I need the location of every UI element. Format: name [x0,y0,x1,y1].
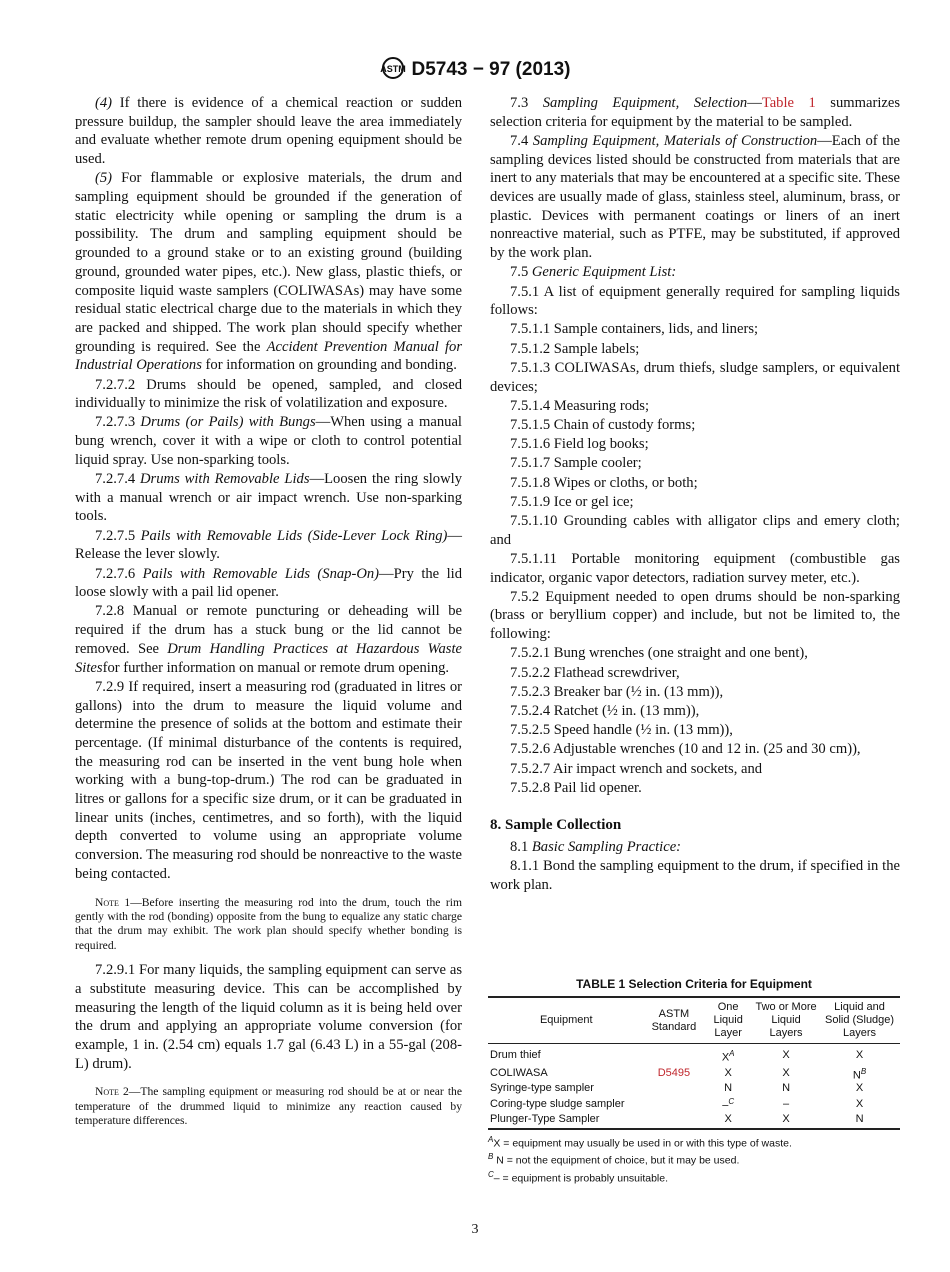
text-span: Note [95,895,119,909]
table-cell [753,1113,819,1129]
section-heading [490,816,900,835]
cell-value: Coring-type sludge sampler [490,1097,625,1110]
table-cell[interactable] [645,1065,704,1083]
paragraph [490,263,900,282]
paragraph [490,683,900,702]
cell-value: X [724,1112,732,1125]
table-caption: TABLE 1 Selection Criteria for Equipment [576,977,812,991]
cell-value: Drum thief [490,1049,541,1062]
text-span: 7.5.2.5 Speed handle (½ in. (13 mm)), [510,722,733,739]
text-span: 8.1 [510,839,532,856]
text-span: 7.5.1.4 Measuring rods; [510,397,650,414]
cell-value: X [782,1066,790,1079]
text-span: 7.5.1.3 COLIWASAs, drum thiefs, sludge samplers, or equivalent devices; [490,359,900,395]
paragraph [490,644,900,663]
text-span: —Pry the lid loose slowly with a pail lid opener. [75,565,462,601]
paragraph [490,664,900,683]
cell-value: X [721,1051,730,1064]
text-span: 7.5.1.9 Ice or gel ice; [510,493,634,510]
table-cell [819,1065,900,1083]
text-span: 7.5.2.4 Ratchet (½ in. (13 mm)), [510,703,700,719]
left-column [75,94,462,1137]
paragraph [75,961,462,1073]
column-header: Equipment [539,1014,593,1026]
footnote-marker: C [728,1097,735,1107]
note [75,896,462,954]
cell-value: X [855,1049,864,1062]
paragraph [75,169,462,375]
text-span: 7.5.1.8 Wipes or cloths, or both; [510,474,698,491]
cell-value[interactable]: D5495 [657,1066,691,1079]
italic-text: Accident Prevention Manual for Industrial Operations [75,338,462,374]
italic-text: (4) [95,95,113,111]
footnote-marker: A [729,1049,735,1058]
table-footnotes [488,1133,900,1186]
table-cell [753,1082,819,1095]
text-span: Note [95,1085,119,1099]
table-cell [488,1113,645,1129]
paragraph [490,359,900,396]
table-cell [488,1095,645,1113]
text-span: —When using a manual bung wrench, cover it with a wipe or cloth to control potential liquid spray. Use non-sparking tools. [75,414,462,468]
column-header: ASTM Standard [651,1007,697,1033]
text-span: 7.2.8 Manual or remote puncturing or deheading will be required if the drum has a stuck bung or the lid cannot be removed. See [75,603,462,657]
footnote-text: – = equipment is probably unsuitable. [493,1172,669,1185]
column-header: Two or More Liquid Layers [755,1001,817,1039]
table-header-row [488,997,900,1044]
paragraph [490,740,900,759]
text-span: — [747,95,762,111]
cell-value: N [782,1082,791,1095]
table-cell [645,1113,704,1129]
paragraph [490,721,900,740]
text-span: 8. Sample Collection [490,816,622,833]
page-number: 3 [471,1222,479,1237]
cell-value: – [782,1097,790,1110]
paragraph [490,283,900,320]
paragraph [75,678,462,884]
text-span: 7.5.2 Equipment needed to open drums should be non-sparking (brass or beryllium copper) and include, but not be limited to, the following: [490,588,900,643]
text-span: 7.5.1.7 Sample cooler; [510,455,642,472]
paragraph [490,397,900,416]
text-span: 2—The sampling equipment or measuring rod should be at or near the temperature of the drummed liquid to minimize any reaction caused by temperature differences. [75,1085,462,1128]
table-cell [703,1095,753,1113]
paragraph [490,320,900,339]
footnote-marker: C [488,1169,494,1179]
table-cell [703,1044,753,1065]
table-cell [645,1044,704,1065]
paragraph [490,512,900,549]
text-span: If there is evidence of a chemical reaction or sudden pressure buildup, the sampler should leave the area immediately and evaluate whether remote drum opening equipment should be used. [75,95,462,168]
paragraph [490,779,900,798]
cell-value: X [855,1097,864,1110]
paragraph [490,702,900,721]
text-span: 7.5.2.2 Flathead screwdriver, [510,664,680,681]
cell-value: Syringe-type sampler [490,1082,594,1095]
footnote-marker: B [860,1066,867,1076]
cell-value: N [855,1112,864,1125]
paragraph [75,413,462,469]
cell-value: – [722,1099,729,1112]
text-span: —Release the lever slowly. [75,527,463,563]
cell-value: X [855,1082,864,1095]
text-span: summarizes selection criteria for equipment by the material to be sampled. [490,95,901,130]
text-span: 7.5.1.11 Portable monitoring equipment (combustible gas indicator, organic vapor detectors, radiation survey meter, etc.). [490,550,900,586]
footnote [488,1133,900,1151]
paragraph [490,340,900,359]
astm-logo-icon [380,56,406,80]
table-cell [819,1082,900,1095]
paragraph [490,454,900,473]
column-header: Liquid and Solid (Sludge) Layers [824,1001,895,1039]
column-header: One Liquid Layer [713,1001,743,1039]
paragraph [490,588,900,644]
paragraph [490,760,900,779]
right-column [490,94,900,895]
table-cell [488,1044,645,1065]
footnote [488,1150,900,1168]
text-span: 7.5.1.5 Chain of custody forms; [510,416,696,433]
italic-text: (5) [95,170,113,187]
paragraph [490,838,900,857]
italic-text: Basic Sampling Practice: [531,839,682,856]
text-span: 7.2.7.4 [95,471,141,488]
text-span: 7.2.7.3 [95,414,141,431]
italic-text: Pails with Removable Lids (Side-Lever Lock Ring) [140,527,448,544]
table-cell [488,1065,645,1083]
table-row [488,1113,900,1129]
paragraph [75,376,462,413]
table-cell [819,1044,900,1065]
italic-text: Sampling Equipment, Materials of Construction [532,132,818,149]
text-span: 7.5.1.1 Sample containers, lids, and liners; [510,321,759,338]
table-row [488,1082,900,1095]
footnote-text: N = not the equipment of choice, but it may be used. [493,1154,740,1167]
svg-text:ASTM: ASTM [379,64,406,74]
paragraph [490,857,900,894]
footnote [488,1168,900,1186]
table-cell [645,1095,704,1113]
paragraph [490,416,900,435]
document-header [0,56,950,81]
document-designation: D5743 − 97 (2013) [411,59,571,80]
text-span: 7.2.7.2 Drums should be opened, sampled, and closed individually to minimize the risk of volatilization and exposure. [75,376,462,412]
paragraph [75,94,462,169]
text-span: 7.5.1.10 Grounding cables with alligator clips and emery cloth; and [490,512,900,548]
paragraph [490,550,900,587]
table-link[interactable]: Table 1 [761,95,816,111]
text-span: 7.2.9.1 For many liquids, the sampling equipment can serve as a substitute measuring device. This can be accomplished by measuring the length of the liquid column as it is being held over the drum and applying an appropriate volume conversion (for example, 1 in. (2.54 cm) equals 1.7 gal (6.43 L) in a 55-gal (208-L) drum). [75,962,462,1072]
table-cell [819,1095,900,1113]
text-span: For flammable or explosive materials, the drum and sampling equipment should be grounded if the generation of static electricity while opening or sampling the drum is a possibility. The drum and sampling equipment should be grounded to a ground stake or to an existing ground (building ground, grounded water pipes, etc.). New glass, plastic thiefs, or composite liquid waste samplers (COLIWASAs) may have some residual static electrical charge due to the materials in which they are packed and shipped. The work plan should specify whether grounding is required. See the [75,170,462,355]
paragraph [490,435,900,454]
text-span: 7.5 [510,264,532,281]
table-cell [703,1082,753,1095]
cell-value: X [782,1112,790,1125]
italic-text: Generic Equipment List: [531,264,677,281]
table-row [488,1065,900,1083]
text-span: 7.5.2.7 Air impact wrench and sockets, and [510,760,763,777]
text-span: for information on grounding and bonding. [201,357,457,374]
text-span: 7.5.1.6 Field log books; [510,436,649,453]
text-span: 8.1.1 Bond the sampling equipment to the drum, if specified in the work plan. [490,858,900,894]
table-cell [645,1082,704,1095]
text-span: —Each of the sampling devices listed should be constructed from materials that are inert to any materials that may be encountered at a specific site. These devices are usually made of glass, stainless steel, aluminum, brass, or plastic. Devices with permanent coatings or liners of an inert nonreactive material, such as PTFE, may be substituted, if approved by the work plan. [490,132,900,262]
cell-value: N [724,1082,733,1095]
paragraph [490,132,900,263]
text-span: 7.2.7.6 [95,565,143,582]
text-span: 7.5.2.3 Breaker bar (½ in. (13 mm)), [510,683,724,700]
text-span: 7.3 [510,95,543,111]
table-cell [753,1044,819,1065]
paragraph [75,602,462,677]
cell-value: X [724,1066,732,1079]
table-cell [753,1065,819,1083]
table-cell [753,1095,819,1113]
paragraph [75,527,462,564]
cell-value: COLIWASA [490,1066,548,1079]
table-cell [703,1113,753,1129]
cell-value: N [852,1069,861,1082]
cell-value: Plunger-Type Sampler [490,1112,600,1125]
table-1 [488,978,900,1185]
table-cell [819,1113,900,1129]
table-cell [703,1065,753,1083]
text-span: 7.5.1.2 Sample labels; [510,340,640,357]
text-span: —Loosen the ring slowly with a manual wrench or air impact wrench. Use non-sparking tools. [75,471,462,525]
text-span: 7.2.7.5 [95,527,141,544]
text-span: 7.5.2.1 Bung wrenches (one straight and one bent), [510,645,808,662]
text-span: 7.4 [510,132,533,149]
italic-text: Drum Handling Practices at Hazardous Waste Sites [75,640,462,676]
footnote-marker: B [488,1152,494,1162]
paragraph [75,470,462,526]
italic-text: Drums (or Pails) with Bungs [140,414,316,431]
table-row [488,1095,900,1113]
italic-text: Sampling Equipment, Selection [542,95,748,111]
paragraph [490,474,900,493]
footnote-marker: A [488,1134,494,1144]
italic-text: Pails with Removable Lids (Snap-On) [142,565,380,582]
paragraph [490,94,900,131]
text-span: 7.5.2.6 Adjustable wrenches (10 and 12 in. (25 and 30 cm)), [510,741,861,758]
text-span: for further information on manual or remote drum opening. [102,659,450,676]
table-cell [488,1082,645,1095]
text-span: 7.2.9 If required, insert a measuring rod (graduated in litres or gallons) into the drum to measure the liquid volume and determine the presence of solids at the bottom and estimate their percentage. (If minimal disturbance of the contents is required, the measuring rod can be inserted in the vent bung hole when working with a bung-top-drum.) The rod can be graduated in litres or gallons for a specific size drum, or it can be graduated in linear units (inches, centimetres, and so forth), with the liquid depth converted to volume using an appropriate volume conversion. The measuring rod should be nonreactive to the waste being contacted. [75,678,462,882]
text-span: 1—Before inserting the measuring rod into the drum, touch the rim gently with the rod (bonding) opposite from the bung to equalize any static charge that the drum may exhibit. The work plan should specify whether bonding is required. [75,895,462,952]
paragraph [75,565,462,602]
italic-text: Drums with Removable Lids [140,471,310,488]
note [75,1085,462,1128]
paragraph [490,493,900,512]
table-row [488,1044,900,1065]
cell-value: X [782,1049,790,1062]
text-span: 7.5.2.8 Pail lid opener. [510,779,642,796]
footnote-text: X = equipment may usually be used in or with this type of waste. [493,1137,792,1150]
text-span: 7.5.1 A list of equipment generally required for sampling liquids follows: [490,283,900,319]
